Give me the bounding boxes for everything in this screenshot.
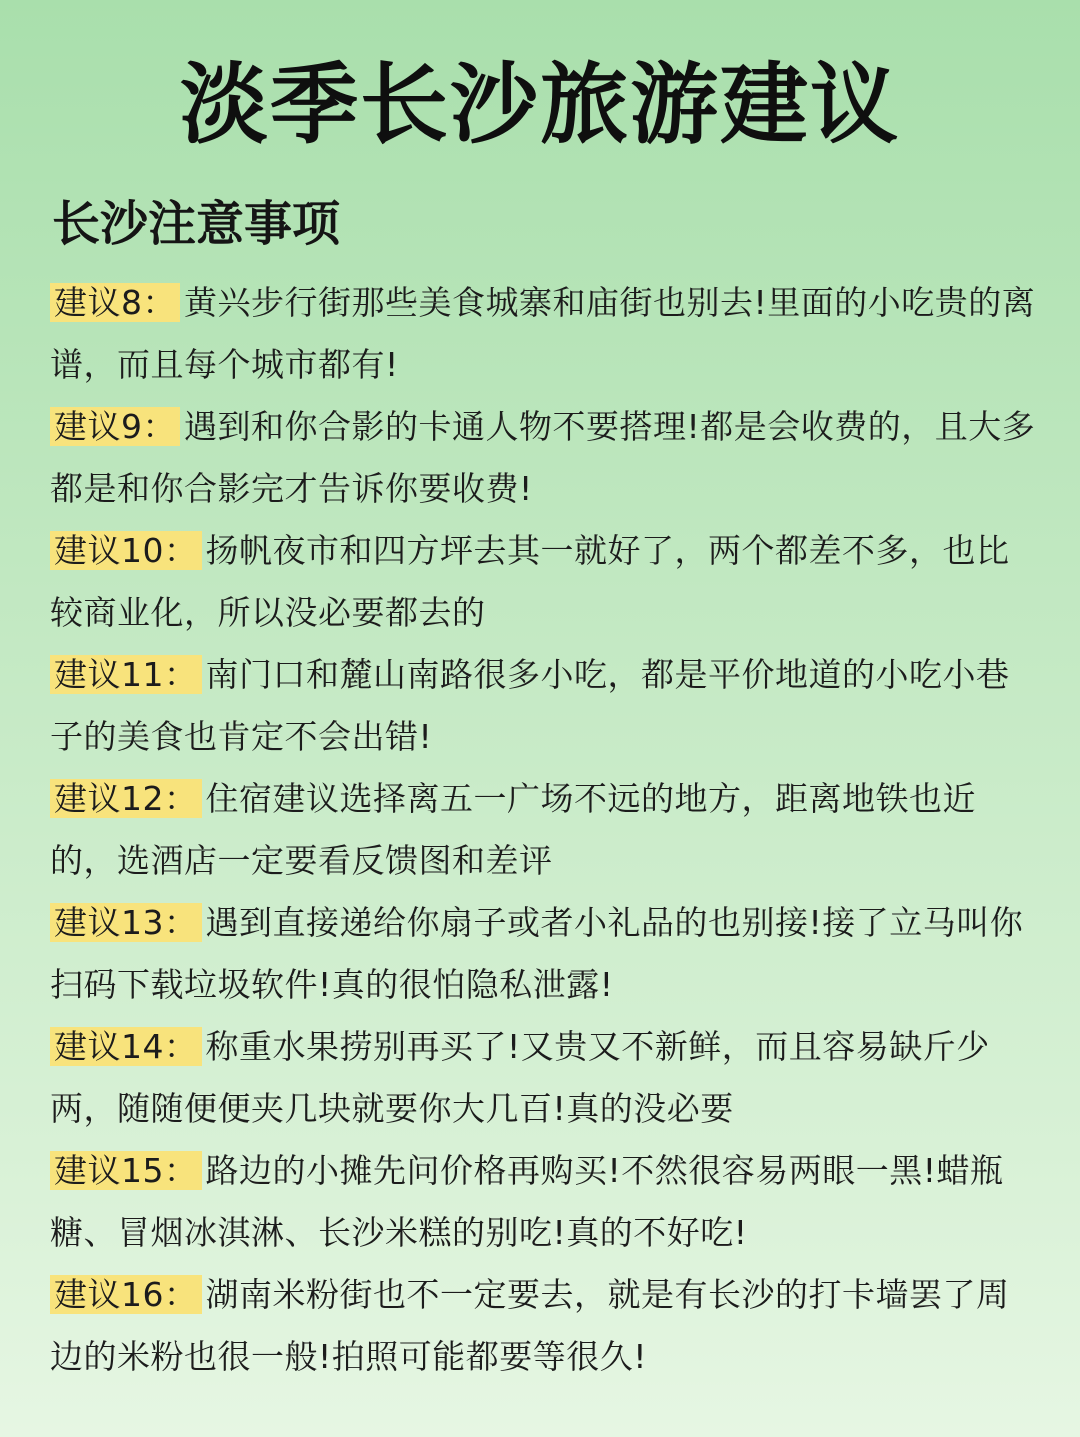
tip-label: 建议9： [50,407,180,446]
tip-item [50,272,1040,396]
page-title: 淡季长沙旅游建议 [179,52,900,156]
tip-text: 扬帆夜市和四方坪去其一就好了，两个都差不多，也比较商业化，所以没必要都去的 [50,531,1010,632]
tip-label: 建议12： [50,779,202,818]
tip-item [50,892,1040,1016]
tip-label: 建议10： [50,531,202,570]
tip-text: 黄兴步行街那些美食城寨和庙街也别去!里面的小吃贵的离谱，而且每个城市都有! [50,283,1036,384]
tip-text: 称重水果捞别再买了!又贵又不新鲜，而且容易缺斤少两，随随便便夹几块就要你大几百!真的没必要 [50,1027,990,1128]
tip-label: 建议16： [50,1275,202,1314]
tip-label: 建议14： [50,1027,202,1066]
tip-label: 建议15： [50,1151,202,1190]
tip-label: 建议8： [50,283,180,322]
tip-item [50,768,1040,892]
tip-item [50,644,1040,768]
tip-item [50,1140,1040,1264]
tip-item [50,396,1040,520]
tip-text: 南门口和麓山南路很多小吃，都是平价地道的小吃小巷子的美食也肯定不会出错! [50,655,1010,756]
section-heading: 长沙注意事项 [52,196,341,252]
tip-item [50,1016,1040,1140]
tip-item [50,520,1040,644]
tip-item [50,1264,1040,1388]
tip-text: 遇到直接递给你扇子或者小礼品的也别接!接了立马叫你扫码下载垃圾软件!真的很怕隐私泄露! [50,903,1024,1004]
tip-text: 遇到和你合影的卡通人物不要搭理!都是会收费的，且大多都是和你合影完才告诉你要收费! [50,407,1036,508]
tip-text: 住宿建议选择离五一广场不远的地方，距离地铁也近的，选酒店一定要看反馈图和差评 [50,779,976,880]
tip-text: 湖南米粉街也不一定要去，就是有长沙的打卡墙罢了周边的米粉也很一般!拍照可能都要等很久! [50,1275,1010,1376]
tip-label: 建议13： [50,903,202,942]
tips-list [50,272,1040,1388]
tip-text: 路边的小摊先问价格再购买!不然很容易两眼一黑!蜡瓶糖、冒烟冰淇淋、长沙米糕的别吃!真的不好吃! [50,1151,1004,1252]
tip-label: 建议11： [50,655,202,694]
